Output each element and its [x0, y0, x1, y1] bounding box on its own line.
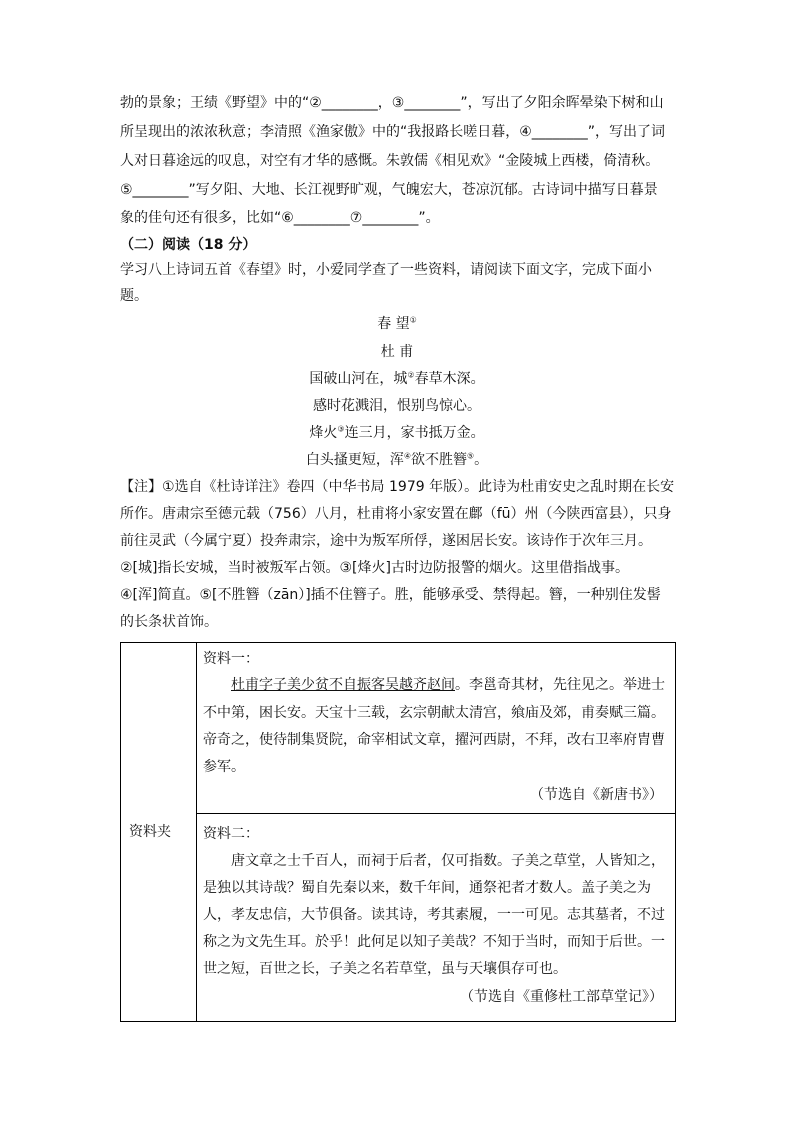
poem-text: 烽火: [309, 425, 338, 441]
poem-text: 。: [474, 452, 489, 468]
underlined-sentence: 杜甫字子美少贫不自振客吴越齐赵间: [231, 677, 455, 693]
material-one-cell: [197, 643, 676, 814]
reference-folder-table: [120, 642, 676, 1022]
folder-label-cell: [121, 643, 197, 1022]
material-line: 是独以其诗哉？蜀自先秦以来，数千年间，通祭祀者才数人。盖子美之为: [203, 880, 651, 896]
material-text: 。李邕奇其材，先往见之。举进士: [455, 677, 665, 693]
material-line: 唐文章之士千百人，而祠于后者，仅可指数。子美之草堂，人皆知之，: [231, 853, 665, 869]
intro-line: 人对日暮途远的叹息，对空有才华的感慨。朱敦儒《相见欢》“金陵城上西楼，倚清秋。: [120, 153, 660, 169]
poem-line: [0, 423, 794, 443]
section-prompt-line: 学习八上诗词五首《春望》时，小爱同学查了一些资料，请阅读下面文字，完成下面小: [120, 262, 652, 278]
poem-text: 国破山河在，城: [309, 371, 408, 387]
intro-line: 所呈现出的浓浓秋意；李清照《渔家傲》中的“我报路长嗟日暮，④________”，写出了词: [120, 124, 666, 140]
note-line: ④[浑]简直。⑤[不胜簪（zān）]插不住簪子。胜，能够承受、禁得起。簪，一种别住发髻: [120, 587, 661, 603]
poem-line: 感时花溅泪，恨别鸟惊心。: [313, 398, 481, 414]
poem-title: 春 望: [377, 316, 410, 332]
poem-text: 白头搔更短，浑: [305, 452, 404, 468]
material-line: 不中第，困长安。天宝十三载，玄宗朝献太清宫，飨庙及郊，甫奏赋三篇。: [203, 705, 665, 721]
poem-text: 春草木深。: [414, 371, 485, 387]
note-line: 【注】①选自《杜诗详注》卷四（中华书局 1979 年版）。此诗为杜甫安史之乱时期在长安: [120, 479, 675, 495]
material-heading: 资料一：: [203, 651, 259, 667]
section-prompt-line: 题。: [120, 288, 148, 304]
section-heading: （二）阅读（18 分）: [120, 237, 257, 253]
footnote-marker: ②: [407, 370, 415, 380]
material-line: 帝奇之，使待制集贤院，命宰相试文章，擢河西尉，不拜，改右卫率府胄曹: [203, 732, 665, 748]
material-source: （节选自《新唐书》）: [530, 787, 663, 803]
footnote-marker: ③: [337, 424, 345, 434]
note-line: 前往灵武（今属宁夏）投奔肃宗，途中为叛军所俘，遂困居长安。该诗作于次年三月。: [120, 533, 652, 549]
poem-author: 杜 甫: [380, 344, 414, 360]
poem-text: 欲不胜簪: [411, 452, 467, 468]
material-line: 人，孝友忠信，大节俱备。读其诗，考其素履，一一可见。志其墓者，不过: [203, 907, 665, 923]
intro-line: 象的佳句还有很多，比如“⑥________⑦________”。: [120, 210, 440, 226]
note-line: 所作。唐肃宗至德元载（756）八月，杜甫将小家安置在鄜（fū）州（今陕西富县），只身: [120, 506, 672, 522]
poem-line: [0, 369, 794, 389]
material-line: [231, 675, 665, 695]
footnote-marker: ④: [403, 451, 411, 461]
material-heading: 资料二：: [203, 826, 259, 842]
poem-text: 连三月，家书抵万金。: [344, 425, 485, 441]
footnote-marker: ⑤: [467, 451, 475, 461]
poem-line: [0, 450, 794, 470]
material-line: 世之短，百世之长，子美之名若草堂，虽与天壤俱存可也。: [203, 961, 567, 977]
intro-line: ⑤________”写夕阳、大地、长江视野旷观，气魄宏大，苍凉沉郁。古诗词中描写日暮景: [120, 182, 658, 198]
material-line: 参军。: [203, 759, 245, 775]
poem-title-line: [0, 314, 794, 334]
note-line: 的长条状首饰。: [120, 614, 218, 630]
footnote-marker: ①: [409, 315, 417, 325]
folder-label: 资料夹: [129, 824, 171, 840]
material-two-cell: [197, 814, 676, 1022]
intro-line: 勃的景象；王绩《野望》中的“②________，③________”，写出了夕阳余晖晕染下树和山: [120, 95, 664, 111]
material-source: （节选自《重修杜工部草堂记》）: [460, 989, 663, 1005]
note-line: ②[城]指长安城，当时被叛军占领。③[烽火]古时边防报警的烟火。这里借指战事。: [120, 560, 629, 576]
material-line: 称之为文先生耳。於乎！此何足以知子美哉？不知于当时，而知于后世。一: [203, 934, 665, 950]
